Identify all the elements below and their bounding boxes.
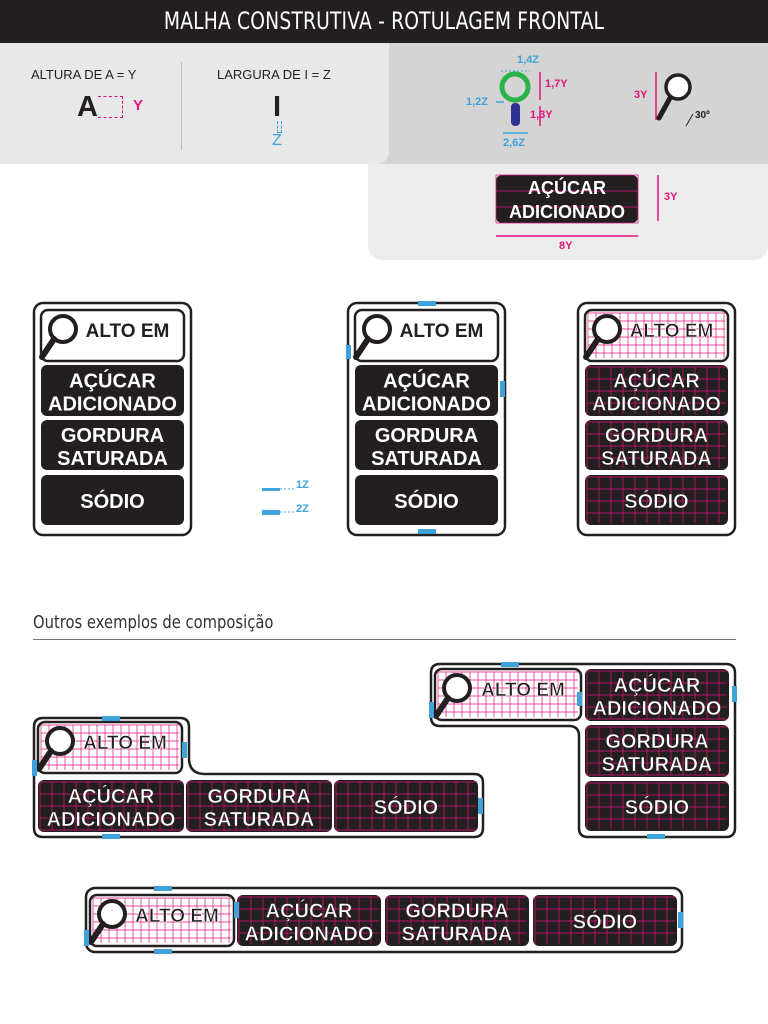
nutrient-line1: AÇÚCAR <box>265 900 353 923</box>
nutrient-line2: SATURADA <box>401 923 513 946</box>
nutrient-line1: SÓDIO <box>394 491 459 513</box>
width-var: Z <box>272 132 282 149</box>
alto-em-text: ALTO EM <box>481 680 565 701</box>
nutrient-line2: SATURADA <box>601 754 713 776</box>
nutrient-line1: SÓDIO <box>572 911 638 934</box>
dim-badge-height: 3Y <box>664 191 678 203</box>
spacing-marker <box>500 381 505 397</box>
width-letter: I <box>273 91 282 123</box>
spacing-marker <box>429 702 434 718</box>
nutrient-line1: GORDURA <box>374 425 479 447</box>
dim-right-upper: 1,7Y <box>545 78 568 90</box>
nutrient-line2: SATURADA <box>203 809 315 831</box>
nutrient-line1: GORDURA <box>405 900 509 923</box>
nutrient-line2: ADICIONADO <box>592 698 722 720</box>
alto-em-text: ALTO EM <box>83 733 167 754</box>
alto-em-text: ALTO EM <box>629 321 714 342</box>
nutrient-line1: AÇÚCAR <box>613 675 701 697</box>
legend-1z: 1Z <box>296 479 309 491</box>
nutrient-line1: GORDURA <box>604 425 709 447</box>
nutrient-line1: AÇÚCAR <box>613 370 700 393</box>
height-rule-label: ALTURA DE A = Y <box>31 67 137 82</box>
nutrient-line1: GORDURA <box>207 786 311 808</box>
nutrient-line2: SATURADA <box>601 448 712 470</box>
spacing-marker <box>84 930 89 946</box>
dim-right-lower: 1,3Y <box>530 109 553 121</box>
nutrient-line1: SÓDIO <box>624 491 689 513</box>
spacing-marker <box>577 692 582 706</box>
nutrient-line1: GORDURA <box>60 425 165 447</box>
alto-em-text: ALTO EM <box>399 321 484 342</box>
nutrient-line1: AÇÚCAR <box>383 370 470 393</box>
spacing-marker <box>154 949 172 954</box>
badge-spec-line1: AÇÚCAR <box>528 178 606 198</box>
spacing-marker <box>678 912 683 928</box>
alto-em-text: ALTO EM <box>85 321 170 342</box>
nutrient-line1: SÓDIO <box>80 491 145 513</box>
spacing-marker <box>234 902 239 918</box>
dim-icon-height: 3Y <box>634 89 648 101</box>
spacing-marker <box>418 529 436 534</box>
width-rule-label: LARGURA DE I = Z <box>217 67 331 82</box>
nutrient-line2: ADICIONADO <box>48 393 177 416</box>
spacing-marker <box>182 742 187 758</box>
height-var: Y <box>133 97 144 114</box>
spacing-marker <box>501 662 519 667</box>
spacing-marker <box>154 886 172 891</box>
nutrient-line1: SÓDIO <box>373 797 439 819</box>
nutrient-line2: SATURADA <box>57 448 168 470</box>
nutrient-line2: ADICIONADO <box>244 923 374 946</box>
legend-2z: 2Z <box>296 503 309 515</box>
spacing-marker <box>732 686 737 702</box>
spacing-marker <box>418 301 436 306</box>
dim-top: 1,4Z <box>517 54 540 66</box>
spacing-marker <box>478 798 483 814</box>
nutrient-line2: ADICIONADO <box>592 393 721 416</box>
alto-em-text: ALTO EM <box>135 906 219 927</box>
nutrient-line1: AÇÚCAR <box>67 786 155 808</box>
spacing-marker <box>102 716 120 721</box>
nutrient-line2: ADICIONADO <box>46 809 176 831</box>
dim-bottom: 2,6Z <box>503 137 526 149</box>
height-letter: A <box>77 91 98 123</box>
section-title-examples: Outros exemplos de composição <box>33 612 274 633</box>
page-title: MALHA CONSTRUTIVA - ROTULAGEM FRONTAL <box>163 7 605 35</box>
nutrient-line2: ADICIONADO <box>362 393 491 416</box>
dim-left: 1,2Z <box>466 96 489 108</box>
nutrient-line2: SATURADA <box>371 448 482 470</box>
dim-angle: 30º <box>695 110 710 121</box>
dim-badge-width: 8Y <box>559 240 573 252</box>
spacing-marker <box>647 834 665 839</box>
spacing-marker <box>32 760 37 776</box>
nutrient-line1: AÇÚCAR <box>69 370 156 393</box>
spacing-marker <box>102 834 120 839</box>
badge-spec-line2: ADICIONADO <box>509 202 625 222</box>
nutrient-line1: SÓDIO <box>624 797 690 819</box>
nutrient-line1: GORDURA <box>605 731 709 753</box>
spacing-marker <box>346 345 351 359</box>
